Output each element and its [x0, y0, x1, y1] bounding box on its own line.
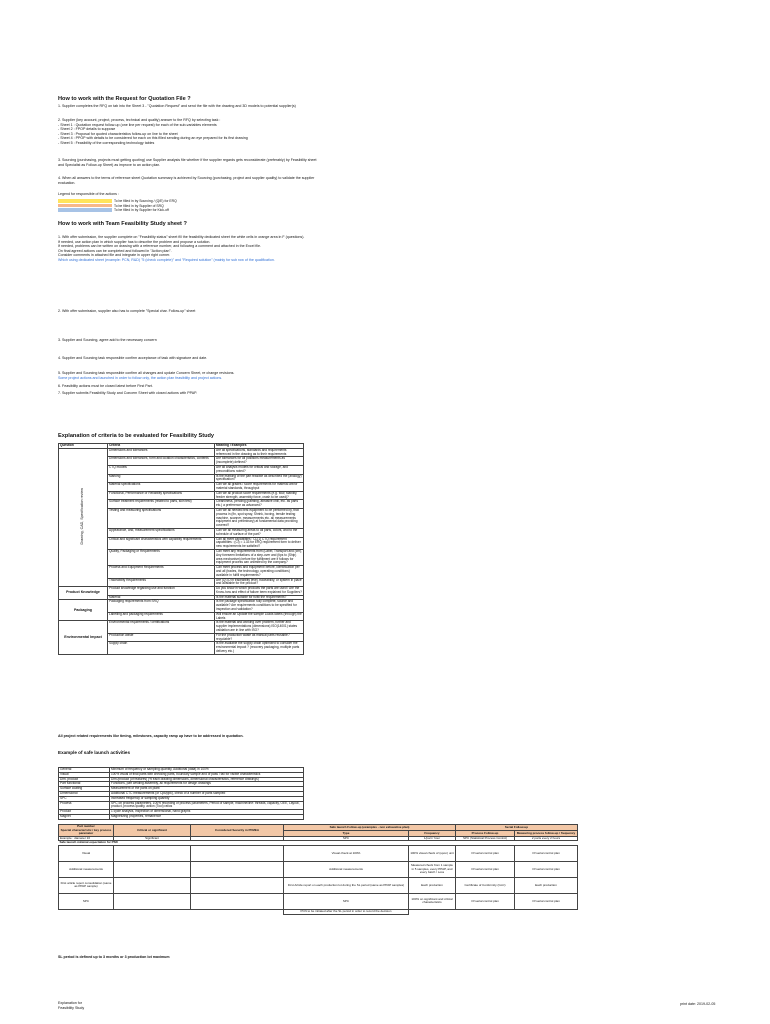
- quotation-heading: How to work with the Request for Quotation File ?: [58, 96, 191, 102]
- followup-type: Additional measurements: [284, 861, 409, 877]
- followup-process: Of serial control plan: [456, 845, 515, 861]
- criteria-cell: Supply chain: [108, 642, 215, 654]
- meaning-cell: Are all specifications, standards and requirements referenced in the drawing as to their requirements: [215, 448, 304, 457]
- activity-description: Dim./product (of features) (% each drawing dimensions, dimensional characteristics, reference drawings): [110, 777, 304, 782]
- criteria-cell: Dimensions and tolerances, form and location characteristics, contents: [108, 457, 215, 466]
- activity-type: Magnet: [59, 814, 110, 819]
- criteria-category: [59, 448, 108, 586]
- followup-critical: [114, 893, 191, 909]
- feasibility-step-6: 6. Feasibility actions must be closed latest before First Part.: [58, 384, 153, 388]
- followup-pfmea: [191, 861, 284, 877]
- criteria-table: [58, 443, 304, 655]
- followup-row: [59, 877, 578, 893]
- feasibility-step-1: 1. With offer submission, the supplier complete on "Feasibility status" sheet fill the feasibility dedicated sheet the white cells in orange area in F (questions). If needed, use action plan in which supplier has to describe the problem and propose a solution. If needed, problems can be written on drawing with a reference number, and following a comment and attached in the Excel file. On final agreed actions can be completed and followed in "Action plan". Consider comments in attached file and integrate in upper right corner. Which using dedicated sheet (example: PCN, R&D) "5 (check complete)" and "Required solution" (mainly for sub row of the qualification.: [58, 235, 305, 262]
- followup-measuring: Each production: [515, 877, 578, 893]
- meaning-cell: Can we all measuring areas to all parts, colors, and to the schedule of surface of the part?: [215, 528, 304, 537]
- followup-header-pfmea: Considered Security in PFMEA: [191, 825, 284, 837]
- criteria-cell: Environmental requirements / certifications: [108, 621, 215, 633]
- followup-process: Of serial control plan: [456, 861, 515, 877]
- example-critical: Significant: [114, 836, 191, 841]
- footer-left: Explanation for Feasibility Study: [58, 1001, 85, 1010]
- criteria-cell: Product knowledge regarding use and function: [108, 587, 215, 596]
- criteria-row: [59, 600, 304, 612]
- followup-process: Certificate of Conformity (CoC): [456, 877, 515, 893]
- followup-header-part-number: [59, 825, 114, 837]
- followup-row: [59, 845, 578, 861]
- legend: [58, 199, 177, 212]
- criteria-cell: Labelling and packaging requirements: [108, 612, 215, 621]
- legend-label: To be filled in by Supplier for Kick-off: [114, 207, 169, 212]
- example-characteristic: Example : diameter 10: [59, 836, 114, 841]
- followup-header-safe-launch: Safe launch Follow-up (examples - non exhaustive plan): [284, 825, 456, 831]
- criteria-cell: Marking: [108, 474, 215, 483]
- criteria-category: [59, 621, 108, 654]
- meaning-cell: Are (Q) ID in traceability level, traceability, or system in place and available for the product?: [216, 577, 302, 586]
- part-number-label: Part number: [77, 824, 95, 828]
- criteria-cell: CTQ models: [108, 465, 215, 474]
- followup-header-frequency: Frequency: [409, 830, 456, 836]
- quotation-step-3: 3. Sourcing (purchasing, projects must getting quoting) use Supplier analysis file whether if the supplier regards gets reconsiderate (preferably) by Feasibility sheet and Specialist as Follow-up Sheet) as improve to an action plan.: [58, 158, 317, 167]
- followup-bottom-note: PCN to be initiated after the SL period in order to record the decision: [284, 909, 409, 914]
- feasibility-step-4: 4. Supplier and Sourcing task responsible confirm acceptance of task with signature and date.: [58, 356, 208, 360]
- criteria-header-meaning: Meaning / Examples: [215, 444, 304, 449]
- criteria-note: All project related requirements like timing, milestones, capacity ramp up have to be addressed in quotation.: [58, 734, 244, 738]
- criteria-cell: Production waste: [108, 633, 215, 642]
- followup-critical: [114, 877, 191, 893]
- criteria-category: [59, 587, 108, 600]
- example-measuring: 2 parts every 2 hours: [515, 836, 578, 841]
- legend-label: To be filled in by Supplier of SRQ: [114, 203, 164, 208]
- activity-type: Dim. product: [59, 777, 110, 782]
- legend-swatch: [58, 208, 112, 212]
- criteria-row: [59, 587, 304, 596]
- meaning-cell: Can we all product score requirements (e.g. flow, stability, feeder strength, assembly force, crash to be used)?: [215, 491, 304, 500]
- meaning-cell: Is the marking of the part feasible as described the (analogy) specification?: [216, 473, 302, 482]
- example-type: SPC: [284, 836, 409, 841]
- meaning-cell: Is the material and working over problem, further and supplier implementations (dimensions) ISO(14001) states validation are in line with ISO?: [215, 621, 304, 633]
- followup-pfmea: [191, 893, 284, 909]
- feasibility-step-7: 7. Supplier submits Feasibility Study and Concern Sheet with closed actions with PPAP.: [58, 391, 198, 395]
- activity-description: 100% visual of final parts with checking parts, boundary sample and of pass / fail for visible characteristics: [110, 772, 304, 777]
- activity-type: Part functional: [59, 782, 110, 787]
- feasibility-heading: How to work with Team Feasibility Study sheet ?: [58, 221, 187, 227]
- criteria-cell: Process and Equipment Requirements: [108, 566, 215, 578]
- activity-description: 1 cycle analysis, inspection of dimensional, hand graphs: [110, 810, 304, 815]
- followup-measuring: Of serial control plan: [515, 893, 578, 909]
- activity-description: Additional CTC measurements (or Cpk/ppk), check of a number of parts sampled: [110, 791, 304, 796]
- legend-row: [58, 208, 177, 212]
- followup-bottom-row: [59, 909, 578, 914]
- followup-type: SPC: [284, 893, 409, 909]
- meaning-cell: Are tolerances for all positions measurements as (incomplete) defined?: [215, 457, 304, 466]
- meaning-cell: Is the available the supply chain optimized to consider the environmental impact ? (recovery packaging, multiple parts delivery etc.): [215, 642, 304, 654]
- meaning-cell: For the production waste as manual parts reusable / recyclable?: [215, 633, 304, 642]
- meaning-cell: Is the package specification fully complete, source and available? Are requirements conditions to be specified for inspection and validation?: [215, 600, 304, 612]
- followup-measuring: Of serial control plan: [515, 845, 578, 861]
- criteria-cell: Material specifications: [108, 483, 215, 492]
- example-frequency: 1/part / hour: [409, 836, 456, 841]
- criteria-cell: Functional, Performance or Reliability specifications: [108, 491, 215, 500]
- meaning-cell: Will ensure an Update the sample Loads labels (through) the Labels: [216, 611, 302, 620]
- followup-table: [58, 824, 578, 915]
- followup-section-label: Safe launch minimal expectation for PSD: [59, 840, 118, 845]
- criteria-cell: Traceability Requirements: [108, 578, 215, 587]
- footer-print-date: print date: 2019-02-05: [680, 1002, 716, 1006]
- criteria-cell: Packaging requirements from SRQ: [108, 600, 215, 612]
- criteria-row: [59, 621, 304, 633]
- criteria-category-label: Environmental Impact: [64, 634, 102, 639]
- followup-header-measuring: Measuring process follow-up / frequency: [515, 830, 578, 836]
- followup-characteristic: SPC: [59, 893, 114, 909]
- legend-label: To be filled in by Sourcing / (Q/E) for ERQ: [114, 199, 177, 204]
- followup-header-critical: Critical or significant: [114, 825, 191, 837]
- followup-row: [59, 893, 578, 909]
- meaning-cell: Cleanliness, pending (painting, abrasive chill, etc. as parts etc.) a preference as advanced?: [215, 500, 304, 509]
- quotation-step-1: 1. Supplier completes the RFQ on tab into the Sheet 3 - "Quotation Request" and send the file with the drawing and 3D models to potential supplier(s): [58, 104, 296, 108]
- criteria-heading: Explanation of criteria to be evaluated for Feasibility Study: [58, 433, 215, 439]
- followup-header-process: Process Follow-up: [456, 830, 515, 836]
- meaning-cell: Are all analysis models for critical and storage, and preconditions noted?: [215, 465, 304, 474]
- meaning-cell: Is the material suitable for fulfill the requirements?: [215, 595, 304, 600]
- quotation-step-2: 2. Supplier (key account, project, process, technical and quality) answer to the RFQ by selecting task : - Sheet 1 : Quotation request follow-up (one line per request) for each of the sub-variables elements - Sheet 2 : FPOP details to suppose - Sheet 3 : Proposal for quoted characteristics follow-up on line to the sheet - Sheet 4 : PPOP with details to be considered for each on this filled sending during an eye prepared for its first drawing - Sheet 5 : Feasibility of the corresponding technology tables: [58, 118, 248, 145]
- meaning-cell: Can we all grades / score requirements for material are/or material standards, throughput: [215, 483, 304, 492]
- criteria-category-label: Product Knowledge: [66, 590, 100, 595]
- criteria-cell: Testing and measuring specifications: [108, 508, 215, 528]
- followup-frequency: 100% on significant and critical characteristics: [409, 893, 456, 909]
- feasibility-step-3: 3. Supplier and Sourcing, agree add to the necessary concern: [58, 338, 157, 342]
- criteria-category-label: Packaging: [74, 607, 92, 612]
- activity-type: Surface coating: [59, 787, 110, 792]
- meaning-cell: Can meet process and equipment/ before, identification per and all (trades, the technology, operating conditions) available in fulfill requirements?: [215, 566, 304, 578]
- activity-type: Process: [59, 801, 110, 810]
- activity-type: Product: [59, 810, 110, 815]
- criteria-cell: Appearance, and, measurement specifications: [108, 528, 215, 537]
- followup-type: Visual check at 100%: [284, 845, 409, 861]
- meaning-cell: Can all meet capabilities : CL(1) CTQ requirement capabilities : (Cl) = 1.33 for ERQ requirement form to deliver new requirements be satisfied?: [215, 537, 304, 549]
- activity-description: Measurement of the parts on plant: [110, 787, 304, 792]
- criteria-cell: Critical and significant characteristics with capability requirements: [108, 537, 215, 549]
- followup-type: First Article report on each production lot during the SL period (same as PPAP samples): [284, 877, 409, 893]
- followup-header-type: Type: [284, 830, 409, 836]
- criteria-cell: Material: [108, 595, 215, 600]
- followup-blank: [409, 909, 578, 914]
- feasibility-step-5: 5. Supplier and Sourcing task responsible confirm all changes and update Concern Sheet, re change revisions. Some project actions and launched in order to follow only, the action plan feasibility and project actions.: [58, 371, 235, 380]
- followup-measuring: Of serial control plan: [515, 861, 578, 877]
- legend-swatch: [58, 199, 112, 203]
- activities-table: [58, 767, 304, 820]
- followup-header-serial: Serial Follow-up: [456, 825, 578, 831]
- example-process: SPC (Statistical Process Control): [456, 836, 515, 841]
- meaning-cell: Do you know in which products the parts are used? Are the Know-how and effect of failure been explained for Suppliers?: [216, 586, 302, 594]
- meaning-cell: Can we all needed test equipment to be performed by, that process in (fin, spot spray, Shrink, boxing, tensile testing machine, scanner, measurements etc. all measurements equipment and preliminary) at fundamental data providing covered?: [215, 508, 304, 528]
- criteria-category: [59, 600, 108, 621]
- followup-blank: [59, 909, 284, 914]
- followup-pfmea: [191, 845, 284, 861]
- activity-type: General: [59, 768, 110, 773]
- meaning-cell: Can meet any requirements from (Label, Transport and (cm), Any foreseen limitations of a step-over and (tips to (Ship) area mechanism) before the fulfillment are if follows for equipment process can unlimited by the company?: [216, 548, 302, 565]
- activity-type: Dimensional: [59, 791, 110, 796]
- activity-description: Minimum of frequency or sampling quantity, Additional (data) in 100%: [110, 768, 304, 773]
- activity-type: SPC: [59, 796, 110, 801]
- criteria-cell: Dimensions and tolerances: [108, 448, 215, 457]
- followup-pfmea: [191, 877, 284, 893]
- followup-characteristic: First article report consolidation (same as PPAP sample): [59, 877, 114, 893]
- activity-description: SPC on process parameters, 100% recording of process parameters, Period of sample, machine/line: threads, capacity, OEE, Layout, product, process quality, action (Tool) ratios: [110, 801, 304, 810]
- followup-frequency: Each production: [409, 877, 456, 893]
- activity-type: Visual: [59, 772, 110, 777]
- followup-frequency: 100% visual check of (upon) unit: [409, 845, 456, 861]
- criteria-header-criteria: Criteria: [108, 444, 215, 449]
- feasibility-step-2: 2. With offer submission, supplier also has to complete "Special char. Follow-up" sheet: [58, 309, 196, 313]
- legend-swatch: [58, 204, 112, 208]
- special-char-label: Special characteristic / key process parameter: [60, 827, 112, 836]
- criteria-category-label: Drawing, CAD, Specification review: [80, 488, 85, 545]
- activity-row: [59, 814, 304, 819]
- followup-characteristic: Additional measurements: [59, 861, 114, 877]
- activity-description: Increased frequency or sampling quantity: [110, 796, 304, 801]
- followup-critical: [114, 861, 191, 877]
- followup-frequency: Measured check from 1 sample in 5 samples, every PPAP, and every batch / Loss: [409, 861, 456, 877]
- criteria-cell: Quality, Packaging or Requirements: [108, 549, 215, 565]
- quotation-step-4: 4. When all answers to the terms of reference sheet Quotation summary is achieved by Sourcing (purchasing, project and supplier quality) to validate the supplier evaluation.: [58, 176, 315, 185]
- followup-critical: [114, 845, 191, 861]
- activities-heading: Example of safe launch activities: [58, 750, 130, 755]
- legend-title: Legend for responsible of the actions :: [58, 192, 119, 196]
- followup-characteristic: Visual: [59, 845, 114, 861]
- sl-period-note: SL period is defined up to 3 months or 3 production lot maximum: [58, 955, 170, 959]
- criteria-header-question: Question: [59, 444, 108, 449]
- followup-row: [59, 861, 578, 877]
- activity-description: Magnetizing properties, remanence: [110, 814, 304, 819]
- followup-process: Of serial control plan: [456, 893, 515, 909]
- criteria-cell: Surface treatment requirements (related to parts, skin test): [108, 500, 215, 509]
- activity-description: Functions, part welding assembly, all requirements for design drawings: [110, 782, 304, 787]
